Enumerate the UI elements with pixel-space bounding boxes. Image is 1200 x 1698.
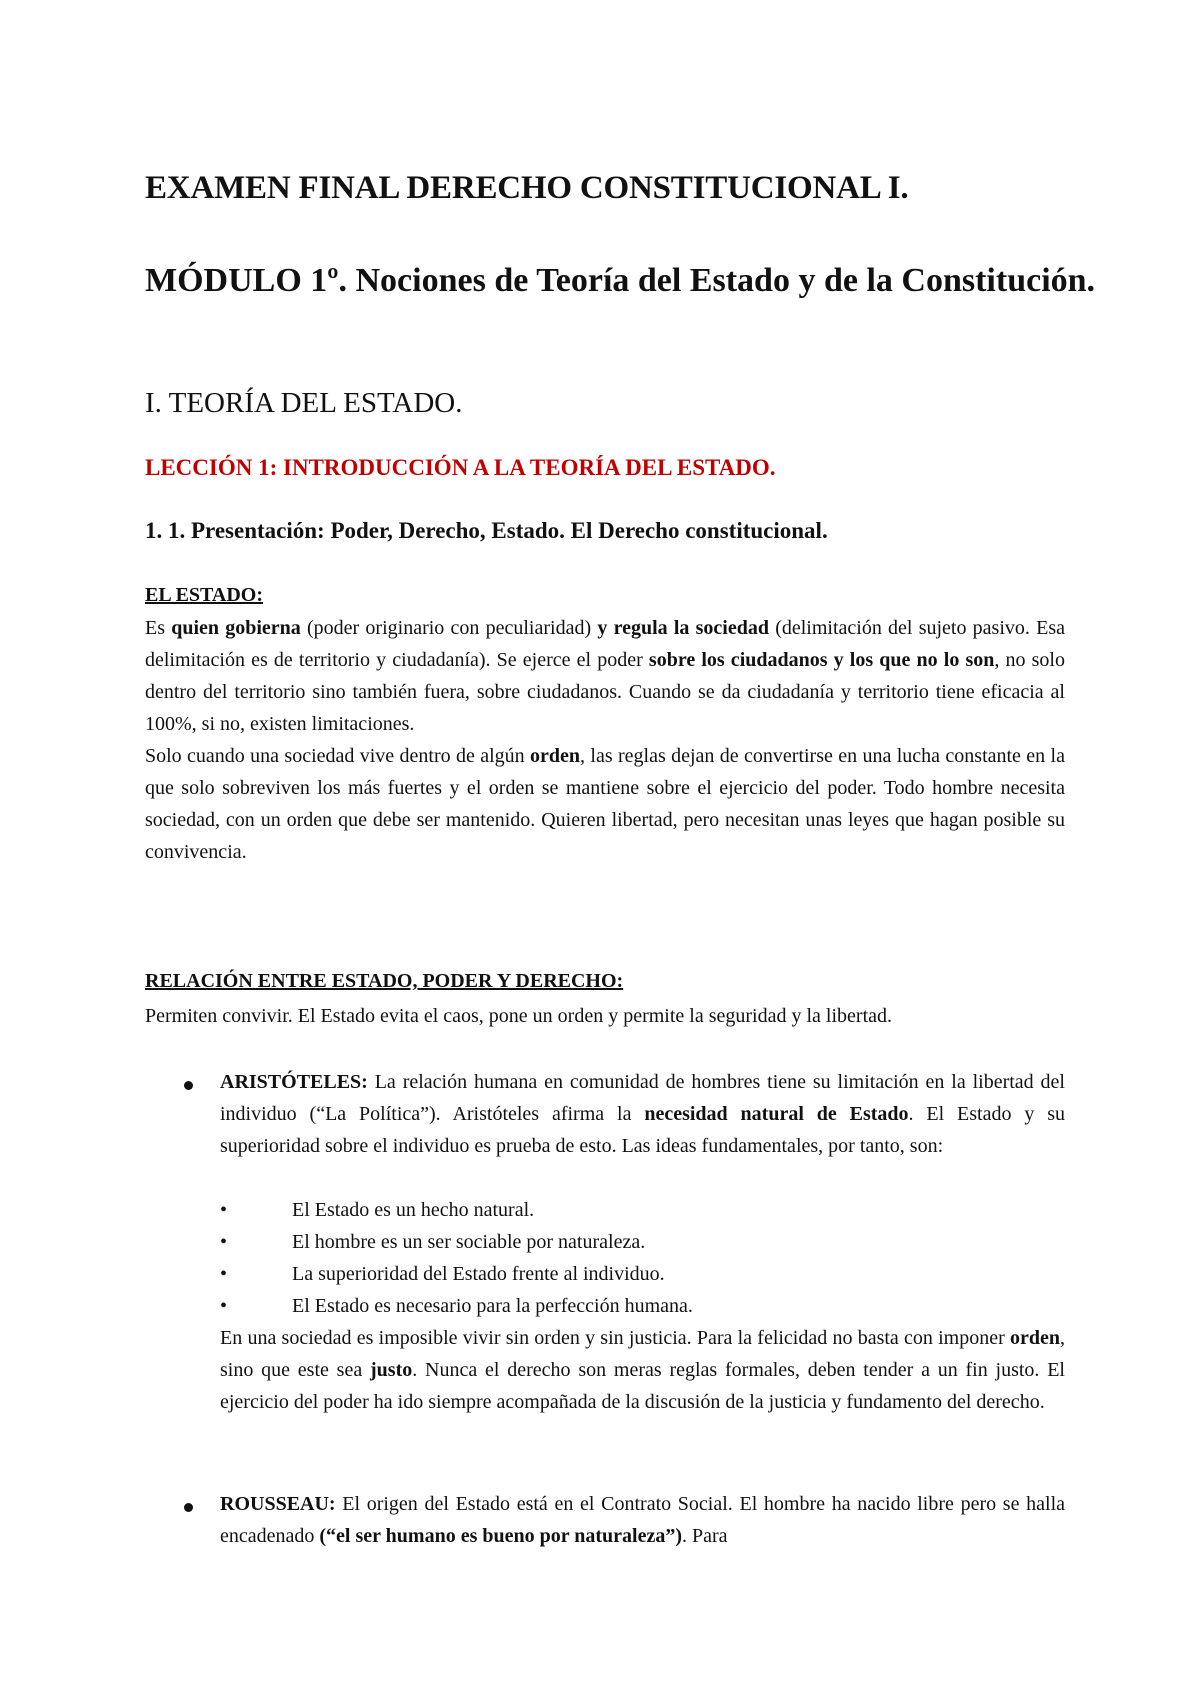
text-run: . Nunca el derecho son meras reglas formales, deben tender a un fin justo. El ejercicio del poder ha ido siempre acompañada de la discusión de la justicia y fundamento del derecho.: [220, 1359, 1065, 1413]
bold-run: quien gobierna: [171, 617, 301, 639]
bullet-dot: [184, 1503, 193, 1512]
text-run: El origen del Estado está en el Contrato Social. El hombre ha nacido libre pero se halla encadenado: [220, 1493, 1065, 1547]
bullet-glyph: •: [220, 1231, 228, 1253]
bold-run: justo: [370, 1359, 413, 1381]
bullet-dot: [184, 1081, 193, 1090]
aristoteles-paragraph: [220, 1066, 1065, 1162]
rousseau-paragraph: [220, 1488, 1065, 1552]
bold-run: orden: [530, 745, 581, 767]
list-item: [220, 1290, 1065, 1322]
aristoteles-conclusion: [220, 1322, 1065, 1418]
text-run: , sino que este sea: [220, 1327, 1065, 1381]
estado-heading: EL ESTADO:: [145, 584, 263, 606]
bold-run: sobre los ciudadanos y los que no lo son: [648, 649, 995, 671]
text-run: . El Estado y su superioridad sobre el individuo es prueba de esto. Las ideas fundamentales, por tanto, son:: [220, 1103, 1065, 1157]
part-title: I. TEORÍA DEL ESTADO.: [145, 387, 463, 419]
list-item: [220, 1258, 1065, 1290]
aristoteles-ideas-list: [220, 1194, 1065, 1322]
bullet-glyph: •: [220, 1199, 228, 1221]
bold-run: ARISTÓTELES:: [220, 1071, 368, 1093]
estado-paragraph-2: [145, 740, 1065, 868]
lesson-title: LECCIÓN 1: INTRODUCCIÓN A LA TEORÍA DEL ESTADO.: [145, 455, 776, 480]
bullet-glyph: •: [220, 1295, 228, 1317]
list-item-text: El Estado es un hecho natural.: [292, 1199, 535, 1221]
bold-run: (“el ser humano es bueno por naturaleza”): [319, 1525, 682, 1547]
text-run: (delimitación del sujeto pasivo. Esa delimitación es de territorio y ciudadanía). Se ejerce el poder: [145, 617, 1065, 671]
list-item-text: La superioridad del Estado frente al individuo.: [292, 1263, 665, 1285]
list-item: [220, 1194, 1065, 1226]
text-run: Es: [145, 617, 172, 639]
relacion-heading: RELACIÓN ENTRE ESTADO, PODER Y DERECHO:: [145, 970, 624, 992]
text-run: (poder originario con peculiaridad): [300, 617, 598, 639]
estado-section: [145, 612, 1065, 868]
text-run: . Para: [682, 1525, 728, 1547]
bold-run: necesidad natural de Estado: [644, 1103, 909, 1125]
text-run: Solo cuando una sociedad vive dentro de algún: [145, 745, 531, 767]
document-title: EXAMEN FINAL DERECHO CONSTITUCIONAL I.: [145, 170, 909, 206]
bold-run: orden: [1010, 1327, 1060, 1349]
list-item-text: El hombre es un ser sociable por naturaleza.: [292, 1231, 646, 1253]
text-run: En una sociedad es imposible vivir sin orden y sin justicia. Para la felicidad no basta con imponer: [220, 1327, 1010, 1349]
text-run: , no solo dentro del territorio sino también fuera, sobre ciudadanos. Cuando se da ciudadanía y territorio tiene eficacia al 100%, si no, existen limitaciones.: [145, 649, 1065, 735]
text-run: , las reglas dejan de convertirse en una lucha constante en la que solo sobreviven los más fuertes y el orden se mantiene sobre el ejercicio del poder. Todo hombre necesita sociedad, con un orden que debe ser mantenido. Quieren libertad, pero necesitan unas leyes que hagan posible su convivencia.: [145, 745, 1065, 863]
bullet-glyph: •: [220, 1263, 228, 1285]
bold-run: ROUSSEAU:: [220, 1493, 336, 1515]
relacion-paragraph: Permiten convivir. El Estado evita el caos, pone un orden y permite la seguridad y la libertad.: [145, 1005, 893, 1027]
list-item-text: El Estado es necesario para la perfección humana.: [292, 1295, 693, 1317]
section-title: 1. 1. Presentación: Poder, Derecho, Estado. El Derecho constitucional.: [145, 518, 828, 543]
text-run: La relación humana en comunidad de hombres tiene su limitación en la libertad del individuo (“La Política”). Aristóteles afirma la: [220, 1071, 1065, 1125]
estado-paragraph-1: [145, 612, 1065, 740]
list-item: [220, 1226, 1065, 1258]
bold-run: y regula la sociedad: [597, 617, 769, 639]
module-title: MÓDULO 1º. Nociones de Teoría del Estado y de la Constitución.: [145, 262, 1096, 299]
